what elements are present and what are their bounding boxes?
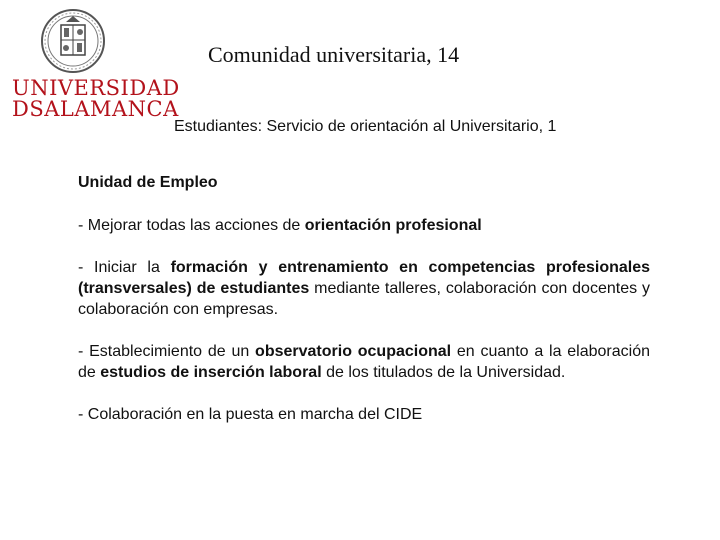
university-name-line2: DSALAMANCA xyxy=(12,97,179,121)
bullet-emphasis: orientación profesional xyxy=(304,217,482,234)
bullet-item xyxy=(78,341,650,383)
bullet-text: - Iniciar la xyxy=(78,259,171,276)
section-heading: Unidad de Empleo xyxy=(78,174,218,191)
bullet-item xyxy=(78,404,650,425)
university-name-line1: UNIVERSIDAD xyxy=(12,76,180,100)
bullet-text: en cuanto a la elaboración de xyxy=(78,343,650,381)
slide-title: Comunidad universitaria, 14 xyxy=(208,42,460,67)
bullet-item xyxy=(78,215,650,236)
university-seal-icon xyxy=(40,8,106,74)
slide-subtitle: Estudiantes: Servicio de orientación al Universitario, 1 xyxy=(174,118,557,135)
bullet-emphasis: formación y entrenamiento en competencias profesionales (transversales) de estudiantes xyxy=(78,259,651,297)
content-body xyxy=(78,172,650,446)
bullet-text: mediante talleres, colaboración con docentes y colaboración con empresas. xyxy=(78,280,650,318)
bullet-text: de los titulados de la Universidad. xyxy=(321,364,566,381)
bullet-emphasis: estudios de inserción laboral xyxy=(100,364,322,381)
bullet-text: - Mejorar todas las acciones de xyxy=(78,217,305,234)
bullet-emphasis: observatorio ocupacional xyxy=(255,343,452,360)
bullet-text: - Colaboración en la puesta en marcha del CIDE xyxy=(78,406,423,423)
university-name xyxy=(12,76,180,121)
bullet-text: - Establecimiento de un xyxy=(78,343,256,360)
bullet-item xyxy=(78,257,650,320)
